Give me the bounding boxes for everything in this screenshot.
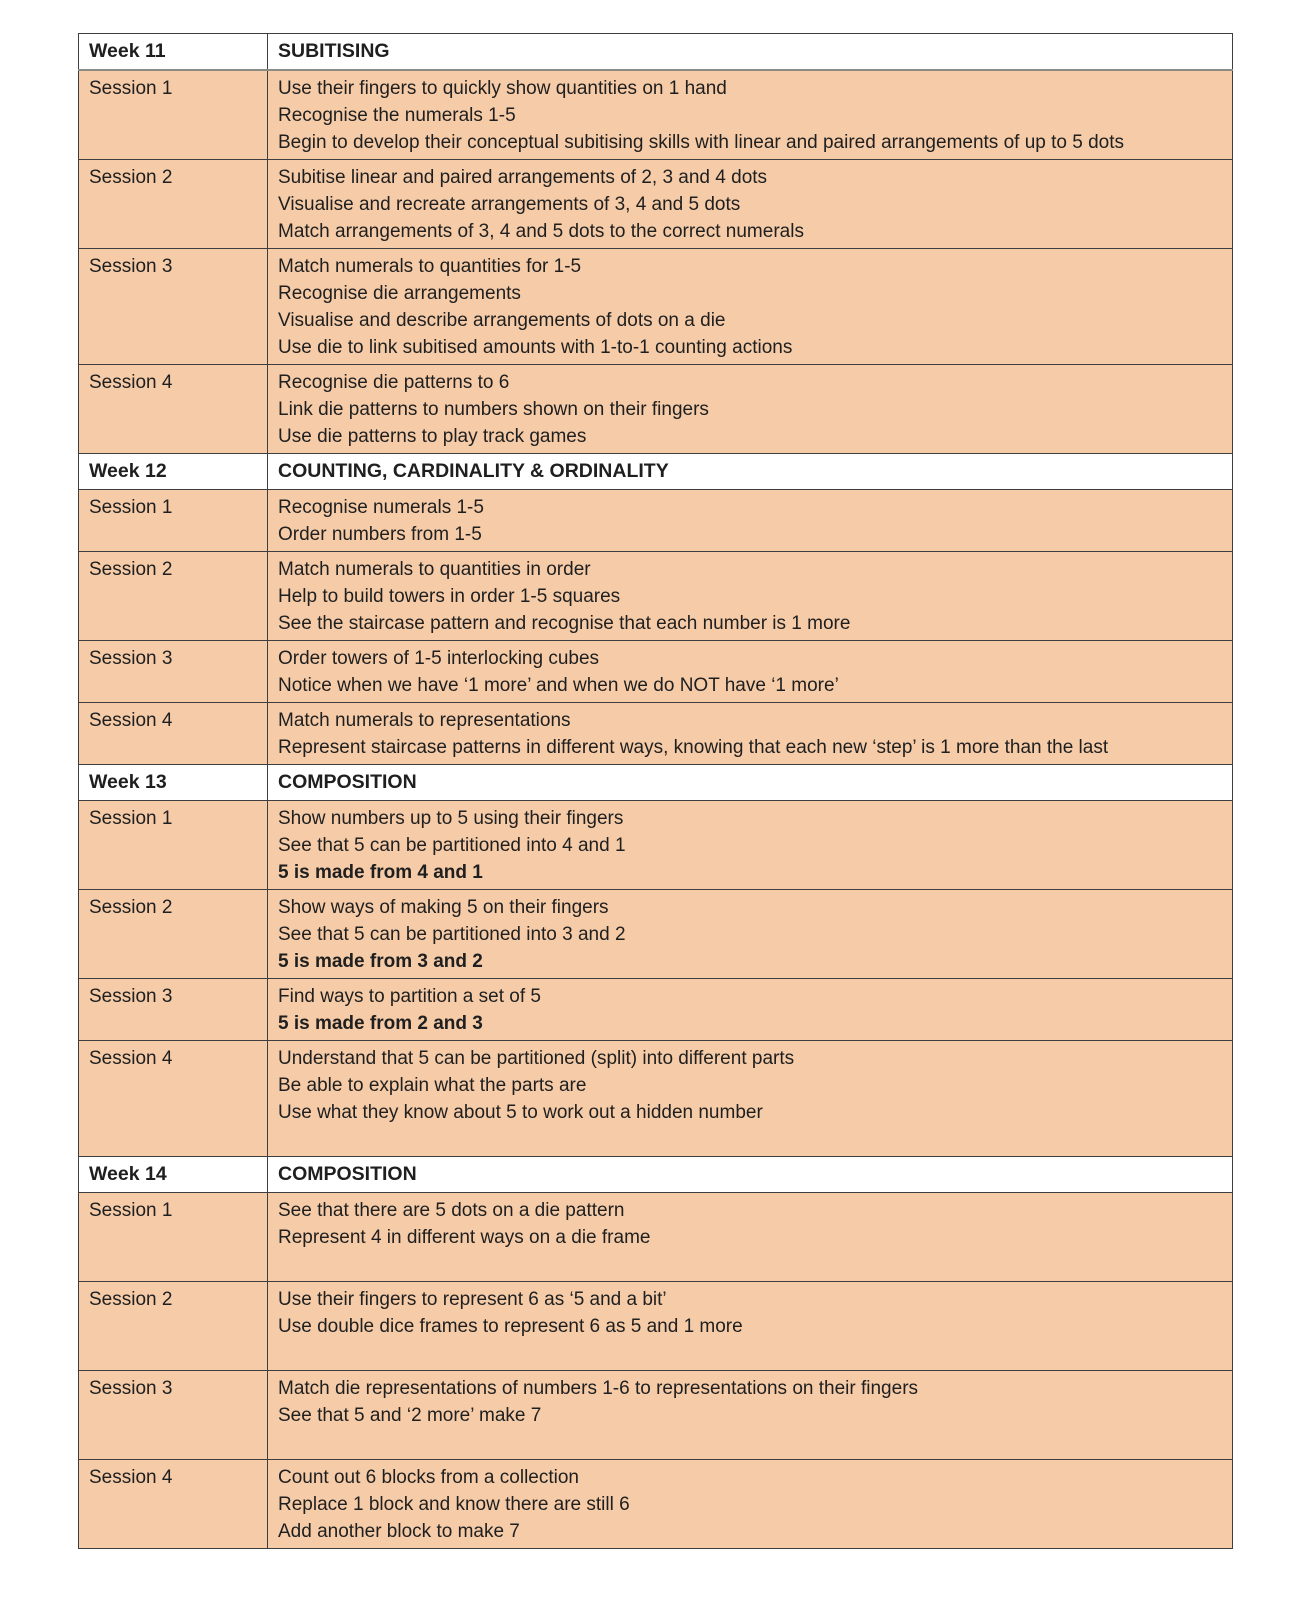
objective-line: See the staircase pattern and recognise that each number is 1 more [278, 613, 851, 634]
objective-line: Show ways of making 5 on their fingers [278, 897, 609, 918]
objective-line: See that 5 can be partitioned into 3 and 2 [278, 924, 626, 945]
objective-line: Match arrangements of 3, 4 and 5 dots to the correct numerals [278, 221, 804, 242]
objective-line: Visualise and recreate arrangements of 3, 4 and 5 dots [278, 194, 741, 215]
objective-line: Recognise the numerals 1-5 [278, 105, 516, 126]
objective-line: Understand that 5 can be partitioned (split) into different parts [278, 1048, 795, 1069]
objective-line: Recognise die arrangements [278, 283, 521, 304]
objective-line: Begin to develop their conceptual subitising skills with linear and paired arrangements of up to 5 dots [278, 132, 1125, 153]
objective-line: Match die representations of numbers 1-6 to representations on their fingers [278, 1378, 919, 1399]
session-label: Session 4 [79, 1041, 268, 1157]
objective-line-bold: 5 is made from 2 and 3 [278, 1013, 483, 1034]
session-objectives-cell [268, 160, 1233, 249]
session-objectives-cell [268, 979, 1233, 1041]
session-label: Session 3 [79, 249, 268, 365]
session-objectives-cell [268, 890, 1233, 979]
session-row [79, 490, 1233, 552]
session-row [79, 801, 1233, 890]
session-label: Session 2 [79, 1282, 268, 1371]
objective-line: Notice when we have ‘1 more’ and when we do NOT have ‘1 more’ [278, 675, 839, 696]
objective-line-bold: 5 is made from 4 and 1 [278, 862, 483, 883]
session-label: Session 2 [79, 890, 268, 979]
objective-line: Be able to explain what the parts are [278, 1075, 587, 1096]
session-label: Session 1 [79, 70, 268, 160]
session-row [79, 1371, 1233, 1460]
objective-line: Help to build towers in order 1-5 squares [278, 586, 621, 607]
objective-line: Order numbers from 1-5 [278, 524, 482, 545]
session-objectives-cell [268, 1460, 1233, 1549]
session-label: Session 2 [79, 552, 268, 641]
session-objectives-cell [268, 1282, 1233, 1371]
schedule-table-body [79, 34, 1233, 1549]
objective-line: Use their fingers to quickly show quantities on 1 hand [278, 78, 727, 99]
session-label: Session 1 [79, 1193, 268, 1282]
session-row [79, 703, 1233, 765]
week-label: Week 13 [79, 765, 268, 801]
objective-line: See that there are 5 dots on a die pattern [278, 1200, 625, 1221]
objective-line: Use double dice frames to represent 6 as 5 and 1 more [278, 1316, 743, 1337]
objective-line: Use what they know about 5 to work out a hidden number [278, 1102, 763, 1123]
session-objectives-cell [268, 249, 1233, 365]
blank-line [278, 1340, 1182, 1367]
week-header-row [79, 34, 1233, 71]
session-row [79, 1282, 1233, 1371]
session-objectives-cell [268, 490, 1233, 552]
week-header-row [79, 765, 1233, 801]
session-row [79, 890, 1233, 979]
session-label: Session 4 [79, 703, 268, 765]
objective-line: Order towers of 1-5 interlocking cubes [278, 648, 600, 669]
week-label: Week 12 [79, 454, 268, 490]
week-topic: COUNTING, CARDINALITY & ORDINALITY [268, 454, 1233, 490]
session-row [79, 979, 1233, 1041]
session-label: Session 2 [79, 160, 268, 249]
blank-line [278, 1126, 1182, 1153]
session-row [79, 1193, 1233, 1282]
week-header-row [79, 454, 1233, 490]
lesson-schedule-table [78, 33, 1233, 1549]
objective-line: Add another block to make 7 [278, 1521, 520, 1542]
week-topic: COMPOSITION [268, 765, 1233, 801]
objective-line: See that 5 and ‘2 more’ make 7 [278, 1405, 542, 1426]
session-label: Session 4 [79, 1460, 268, 1549]
objective-line: Find ways to partition a set of 5 [278, 986, 541, 1007]
objective-line: Link die patterns to numbers shown on their fingers [278, 399, 709, 420]
week-header-row [79, 1157, 1233, 1193]
session-objectives-cell [268, 703, 1233, 765]
session-row [79, 552, 1233, 641]
session-row [79, 1041, 1233, 1157]
objective-line: Represent 4 in different ways on a die frame [278, 1227, 651, 1248]
objective-line: Recognise numerals 1-5 [278, 497, 484, 518]
objective-line: Count out 6 blocks from a collection [278, 1467, 579, 1488]
objective-line: Recognise die patterns to 6 [278, 372, 510, 393]
session-objectives-cell [268, 1371, 1233, 1460]
objective-line: Replace 1 block and know there are still 6 [278, 1494, 630, 1515]
session-objectives-cell [268, 1193, 1233, 1282]
week-topic: COMPOSITION [268, 1157, 1233, 1193]
objective-line: Visualise and describe arrangements of dots on a die [278, 310, 726, 331]
objective-line: Subitise linear and paired arrangements of 2, 3 and 4 dots [278, 167, 768, 188]
blank-line [278, 1251, 1182, 1278]
week-label: Week 11 [79, 34, 268, 71]
session-label: Session 4 [79, 365, 268, 454]
session-row [79, 1460, 1233, 1549]
objective-line: See that 5 can be partitioned into 4 and 1 [278, 835, 626, 856]
session-objectives-cell [268, 1041, 1233, 1157]
objective-line: Use die to link subitised amounts with 1-to-1 counting actions [278, 337, 793, 358]
session-label: Session 3 [79, 979, 268, 1041]
objective-line: Use die patterns to play track games [278, 426, 587, 447]
session-row [79, 160, 1233, 249]
session-label: Session 1 [79, 490, 268, 552]
objective-line: Match numerals to quantities in order [278, 559, 591, 580]
week-label: Week 14 [79, 1157, 268, 1193]
session-label: Session 3 [79, 641, 268, 703]
objective-line: Show numbers up to 5 using their fingers [278, 808, 624, 829]
objective-line-bold: 5 is made from 3 and 2 [278, 951, 483, 972]
session-objectives-cell [268, 365, 1233, 454]
session-row [79, 641, 1233, 703]
session-row [79, 249, 1233, 365]
objective-line: Use their fingers to represent 6 as ‘5 and a bit’ [278, 1289, 667, 1310]
session-objectives-cell [268, 641, 1233, 703]
session-objectives-cell [268, 552, 1233, 641]
blank-line [278, 1429, 1182, 1456]
session-row [79, 70, 1233, 160]
session-objectives-cell [268, 801, 1233, 890]
objective-line: Match numerals to quantities for 1-5 [278, 256, 582, 277]
session-label: Session 3 [79, 1371, 268, 1460]
objective-line: Represent staircase patterns in different ways, knowing that each new ‘step’ is 1 more than the last [278, 737, 1109, 758]
objective-line: Match numerals to representations [278, 710, 571, 731]
lesson-schedule-table-wrap [78, 33, 1233, 1549]
week-topic: SUBITISING [268, 34, 1233, 71]
session-row [79, 365, 1233, 454]
session-objectives-cell [268, 70, 1233, 160]
session-label: Session 1 [79, 801, 268, 890]
